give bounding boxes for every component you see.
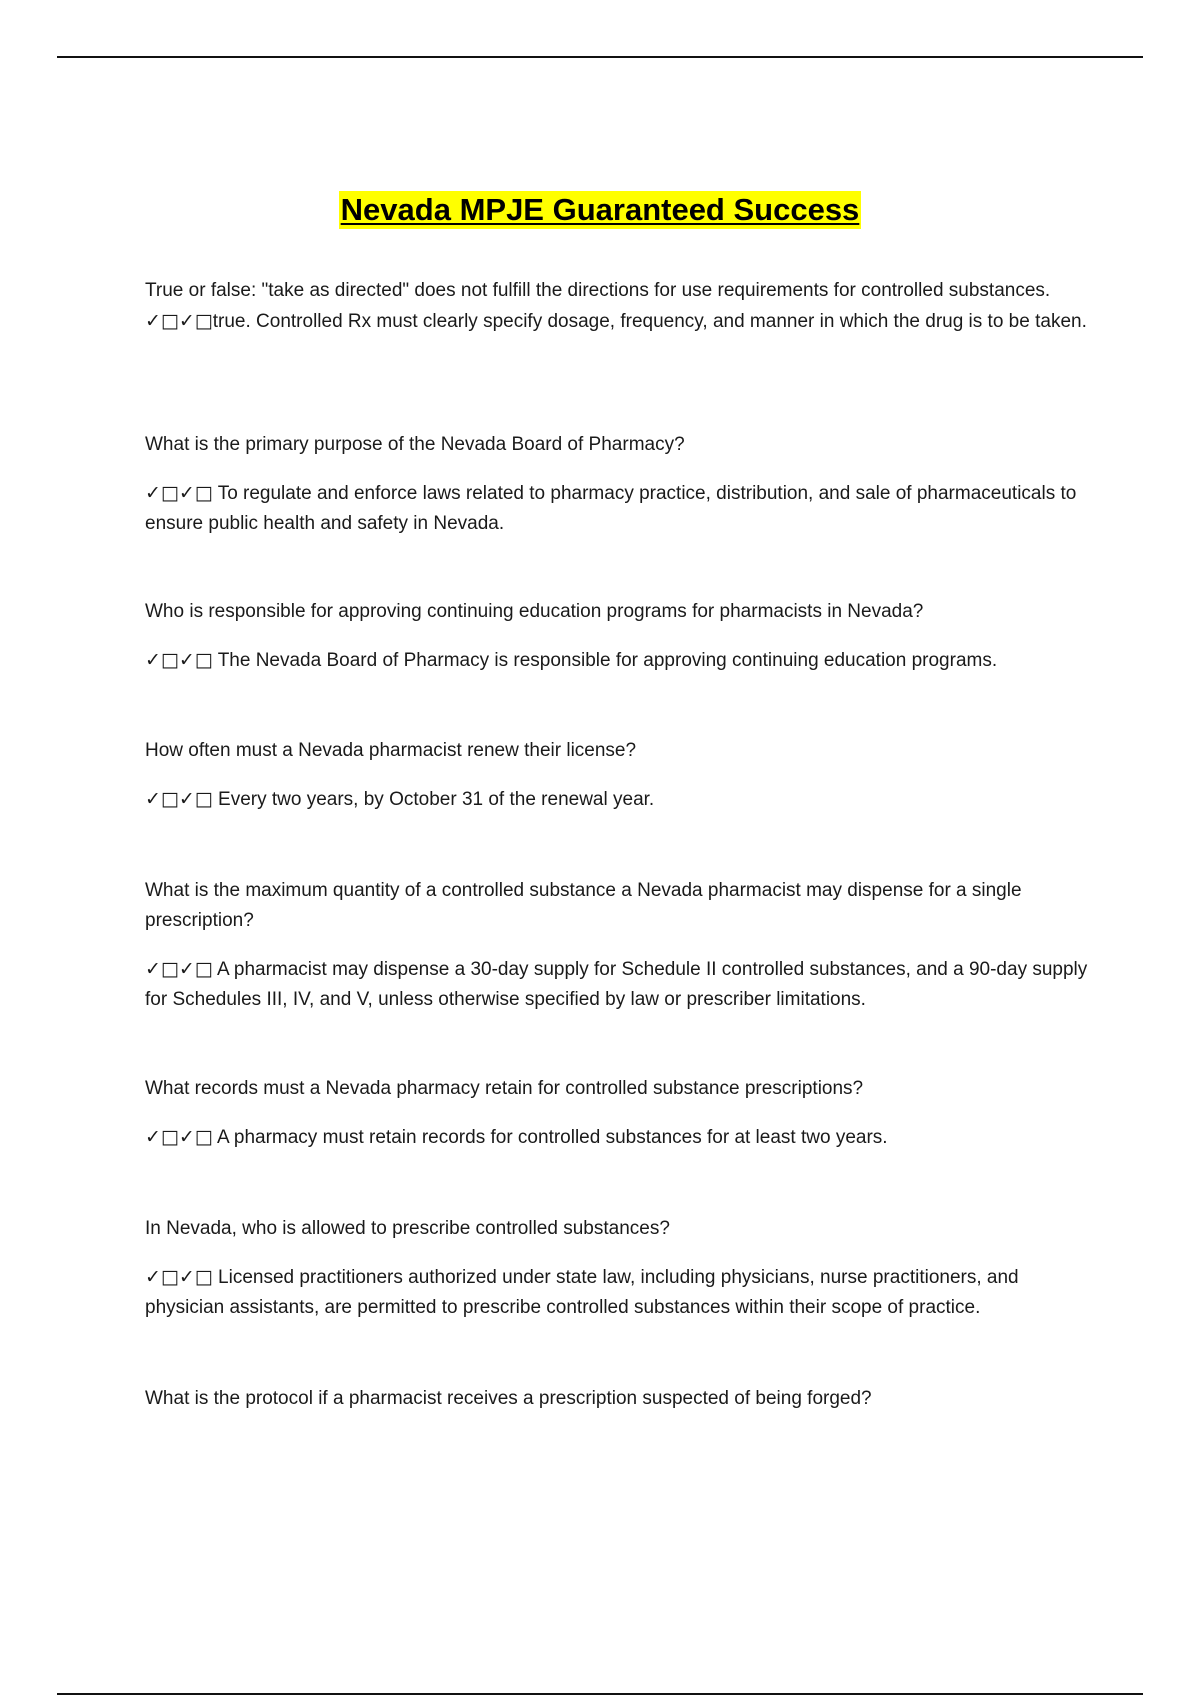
question-text: What records must a Nevada pharmacy retain for controlled substance prescriptions? xyxy=(145,1078,864,1099)
qa-item-2 xyxy=(145,430,1090,539)
check-marker-icon: ✓□✓□ xyxy=(145,310,213,332)
question-text: How often must a Nevada pharmacist renew their license? xyxy=(145,740,637,761)
answer-text: A pharmacist may dispense a 30-day supply for Schedule II controlled substances, and a 90-day supply for Schedules III, IV, and V, unless otherwise specified by law or prescriber limitations. xyxy=(145,959,1088,1010)
answer-line xyxy=(145,1122,1090,1153)
answer-text: To regulate and enforce laws related to pharmacy practice, distribution, and sale of pharmaceuticals to ensure public health and safety in Nevada. xyxy=(145,483,1077,534)
question-text: What is the primary purpose of the Nevada Board of Pharmacy? xyxy=(145,434,685,455)
question-text: In Nevada, who is allowed to prescribe controlled substances? xyxy=(145,1218,670,1239)
qa-item-4 xyxy=(145,736,1090,815)
footer-rule xyxy=(57,1693,1143,1695)
answer-line xyxy=(145,954,1090,1015)
answer-line xyxy=(145,1262,1090,1323)
title-container xyxy=(0,191,1200,229)
answer-line xyxy=(145,784,1090,815)
check-marker-icon: ✓□✓□ xyxy=(145,1126,213,1148)
question-text: True or false: "take as directed" does not fulfill the directions for use requirements for controlled substances. xyxy=(145,280,1051,301)
check-marker-icon: ✓□✓□ xyxy=(145,482,213,504)
answer-line xyxy=(145,645,1090,676)
question-text: What is the protocol if a pharmacist receives a prescription suspected of being forged? xyxy=(145,1388,872,1409)
qa-item-5 xyxy=(145,876,1090,1015)
check-marker-icon: ✓□✓□ xyxy=(145,958,213,980)
answer-text: The Nevada Board of Pharmacy is responsible for approving continuing education programs. xyxy=(217,650,998,671)
qa-item-6 xyxy=(145,1074,1090,1153)
answer-text: Licensed practitioners authorized under state law, including physicians, nurse practitioners, and physician assistants, are permitted to prescribe controlled substances within their scope of practice. xyxy=(145,1267,1019,1318)
answer-text: Every two years, by October 31 of the renewal year. xyxy=(218,789,655,810)
qa-item-7 xyxy=(145,1214,1090,1323)
question-text: What is the maximum quantity of a controlled substance a Nevada pharmacist may dispense for a single prescription? xyxy=(145,880,1022,931)
page-title: Nevada MPJE Guaranteed Success xyxy=(340,192,860,227)
question-text: Who is responsible for approving continuing education programs for pharmacists in Nevada? xyxy=(145,601,924,622)
qa-item-8 xyxy=(145,1384,1090,1414)
qa-text-1 xyxy=(145,276,1090,337)
qa-item-1 xyxy=(145,276,1090,337)
answer-line xyxy=(145,478,1090,539)
header-rule xyxy=(57,56,1143,58)
answer-text: A pharmacy must retain records for controlled substances for at least two years. xyxy=(216,1127,888,1148)
check-marker-icon: ✓□✓□ xyxy=(145,788,213,810)
qa-item-3 xyxy=(145,597,1090,676)
check-marker-icon: ✓□✓□ xyxy=(145,1266,213,1288)
answer-text: true. Controlled Rx must clearly specify dosage, frequency, and manner in which the drug is to be taken. xyxy=(212,311,1087,332)
check-marker-icon: ✓□✓□ xyxy=(145,649,213,671)
